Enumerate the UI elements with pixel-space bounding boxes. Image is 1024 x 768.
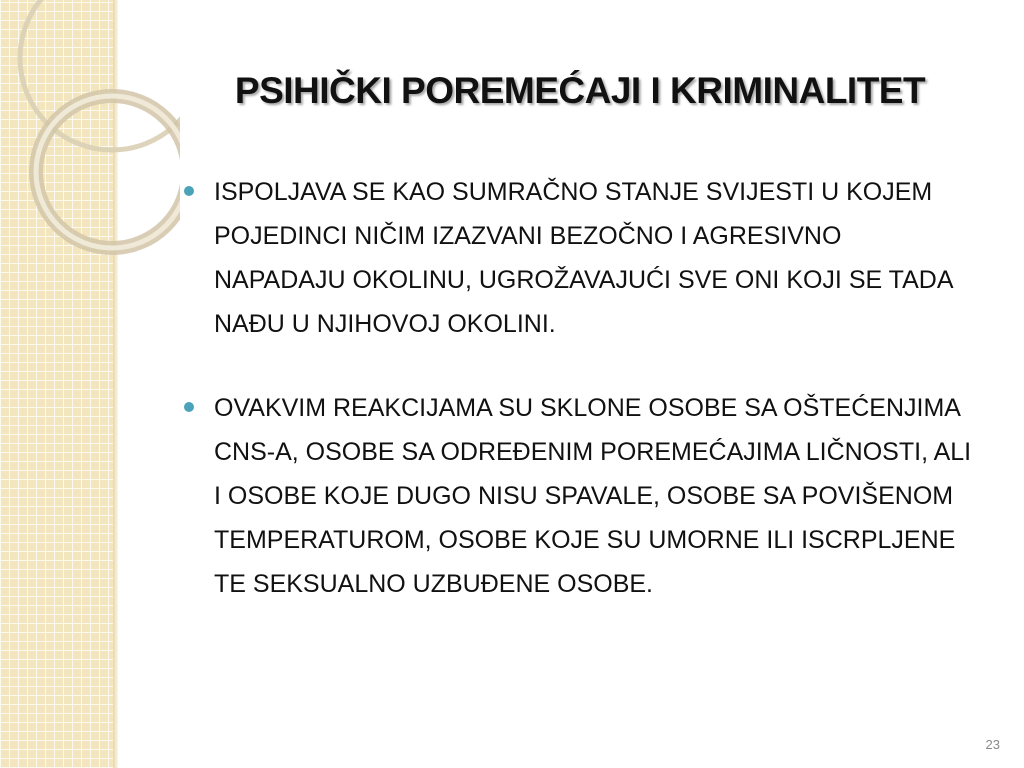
bullet-dot-icon <box>184 186 194 196</box>
bullet-item <box>180 386 970 606</box>
bullet-list <box>180 170 970 606</box>
decorative-rings-graphic <box>0 0 180 260</box>
bullet-text: ISPOLJAVA SE KAO SUMRAČNO STANJE SVIJESTI U KOJEM POJEDINCI NIČIM IZAZVANI BEZOČNO I AGRESIVNO NAPADAJU OKOLINU, UGROŽAVAJUĆI SVE ONI KOJI SE TADA NAĐU U NJIHOVOJ OKOLINI. <box>214 178 953 338</box>
bullet-item <box>180 170 970 346</box>
bullet-text: OVAKVIM REAKCIJAMA SU SKLONE OSOBE SA OŠTEĆENJIMA CNS-A, OSOBE SA ODREĐENIM POREMEĆAJIMA LIČNOSTI, ALI I OSOBE KOJE DUGO NISU SPAVALE, OSOBE SA POVIŠENOM TEMPERATUROM, OSOBE KOJE SU UMORNE ILI ISCRPLJENE TE SEKSUALNO UZBUĐENE OSOBE. <box>214 394 972 598</box>
bullet-dot-icon <box>184 402 194 412</box>
slide-number: 23 <box>985 737 1000 752</box>
slide-title: PSIHIČKI POREMEĆAJI I KRIMINALITET <box>234 70 926 111</box>
